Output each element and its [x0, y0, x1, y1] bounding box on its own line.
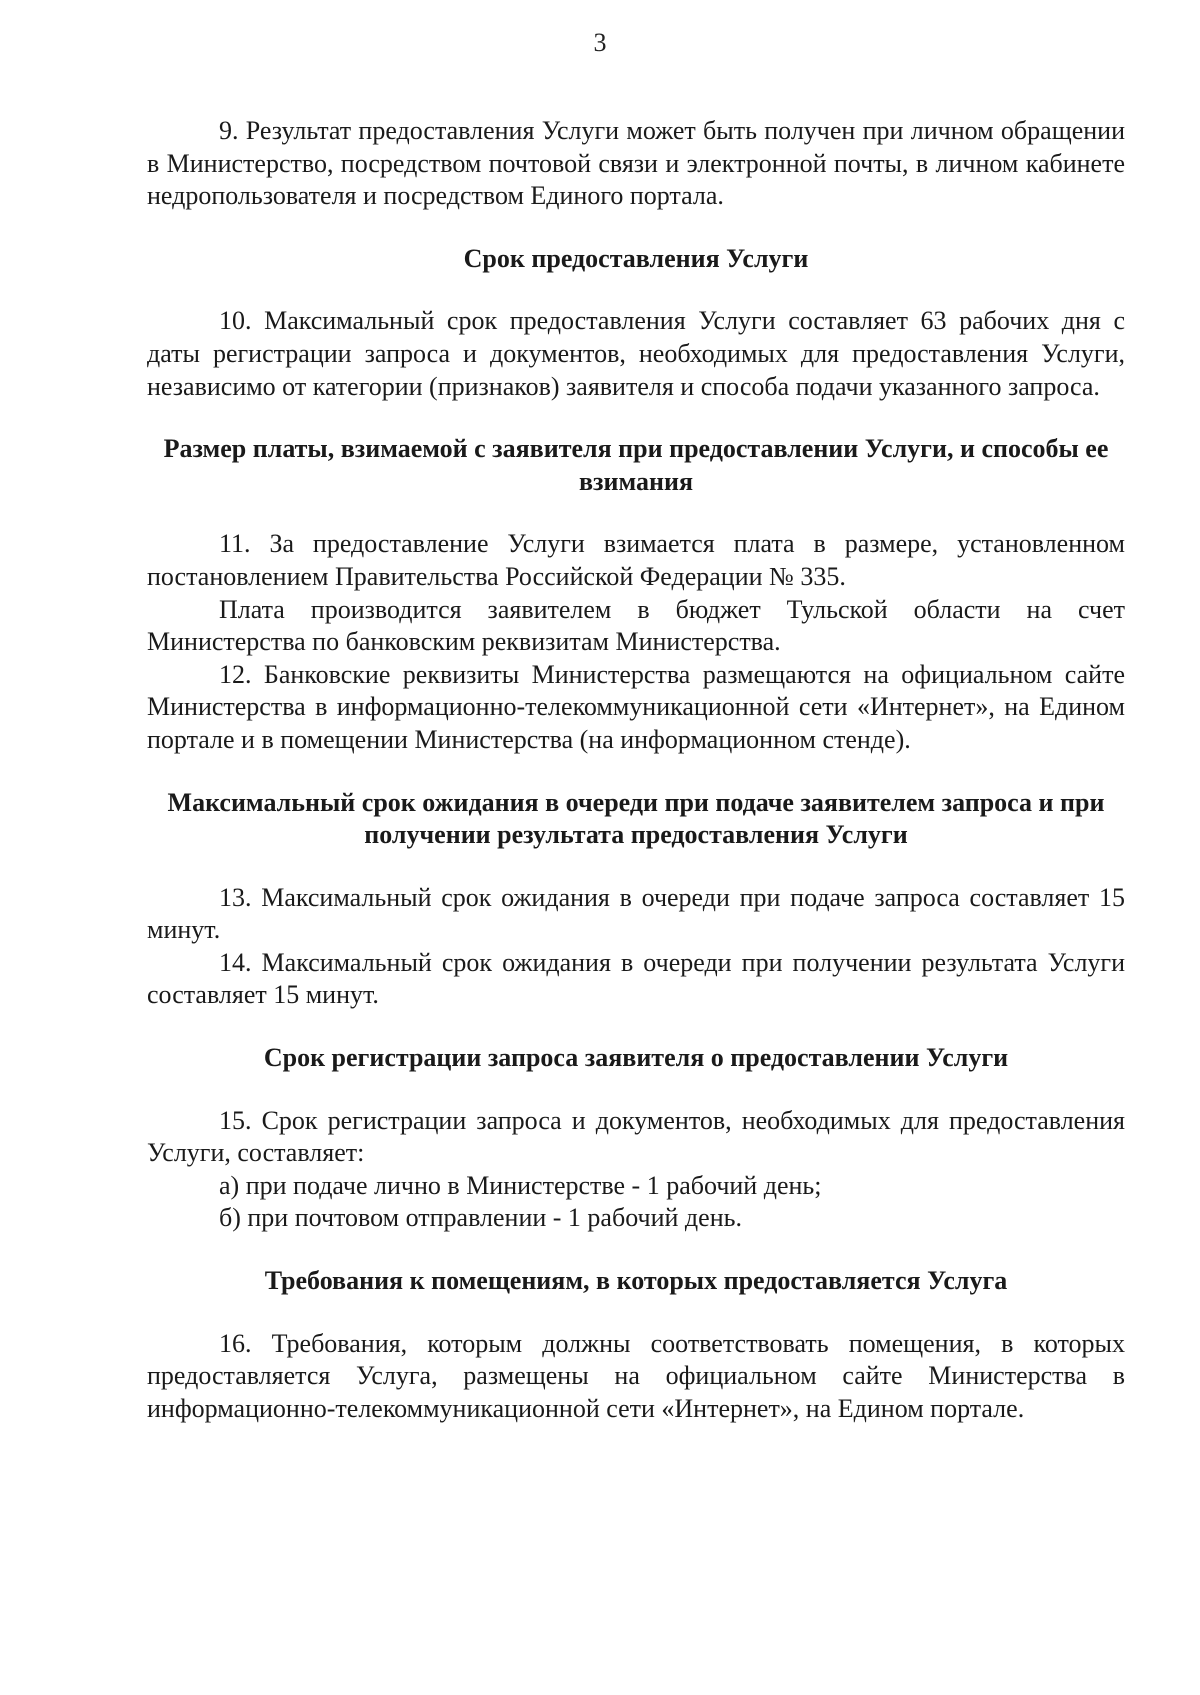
paragraph-15-a: а) при подаче лично в Министерстве - 1 рабочий день;	[219, 1170, 822, 1200]
page-number: 3	[593, 28, 607, 57]
paragraph-16: 16. Требования, которым должны соответствовать помещения, в которых предоставляется Услуга, размещены на официальном сайте Министерства в информационно-телекоммуникационной сети «Интернет», на Едином портале.	[147, 1328, 1125, 1423]
paragraph-13: 13. Максимальный срок ожидания в очереди при подаче запроса составляет 15 минут.	[147, 882, 1125, 945]
paragraph-12: 12. Банковские реквизиты Министерства размещаются на официальном сайте Министерства в информационно-телекоммуникационной сети «Интернет», на Едином портале и в помещении Министерства (на информационном стенде).	[147, 659, 1125, 754]
heading-registration-term: Срок регистрации запроса заявителя о предоставлении Услуги	[263, 1043, 1009, 1073]
heading-service-term: Срок предоставления Услуги	[463, 243, 809, 273]
heading-premises-requirements: Требования к помещениям, в которых предоставляется Услуга	[264, 1266, 1008, 1296]
paragraph-11-payment: Плата производится заявителем в бюджет Тульской области на счет Министерства по банковским реквизитам Министерства.	[147, 594, 1125, 657]
paragraph-15-b: б) при почтовом отправлении - 1 рабочий день.	[219, 1203, 742, 1233]
paragraph-9: 9. Результат предоставления Услуги может быть получен при личном обращении в Министерство, посредством почтовой связи и электронной почты, в личном кабинете недропользователя и посредством Единого портала.	[147, 116, 1125, 211]
document-body	[147, 115, 1125, 1425]
paragraph-10: 10. Максимальный срок предоставления Услуги составляет 63 рабочих дня с даты регистрации запроса и документов, необходимых для предоставления Услуги, независимо от категории (признаков) заявителя и способа подачи указанного запроса.	[147, 306, 1125, 401]
paragraph-15: 15. Срок регистрации запроса и документов, необходимых для предоставления Услуги, составляет:	[147, 1105, 1125, 1168]
paragraph-14: 14. Максимальный срок ожидания в очереди при получении результата Услуги составляет 15 минут.	[147, 947, 1125, 1010]
heading-queue-time: Максимальный срок ожидания в очереди при подаче заявителем запроса и при получении результата предоставления Услуги	[167, 787, 1105, 850]
paragraph-11: 11. За предоставление Услуги взимается плата в размере, установленном постановлением Правительства Российской Федерации № 335.	[147, 529, 1125, 591]
heading-fee: Размер платы, взимаемой с заявителя при предоставлении Услуги, и способы ее взимания	[163, 434, 1109, 496]
